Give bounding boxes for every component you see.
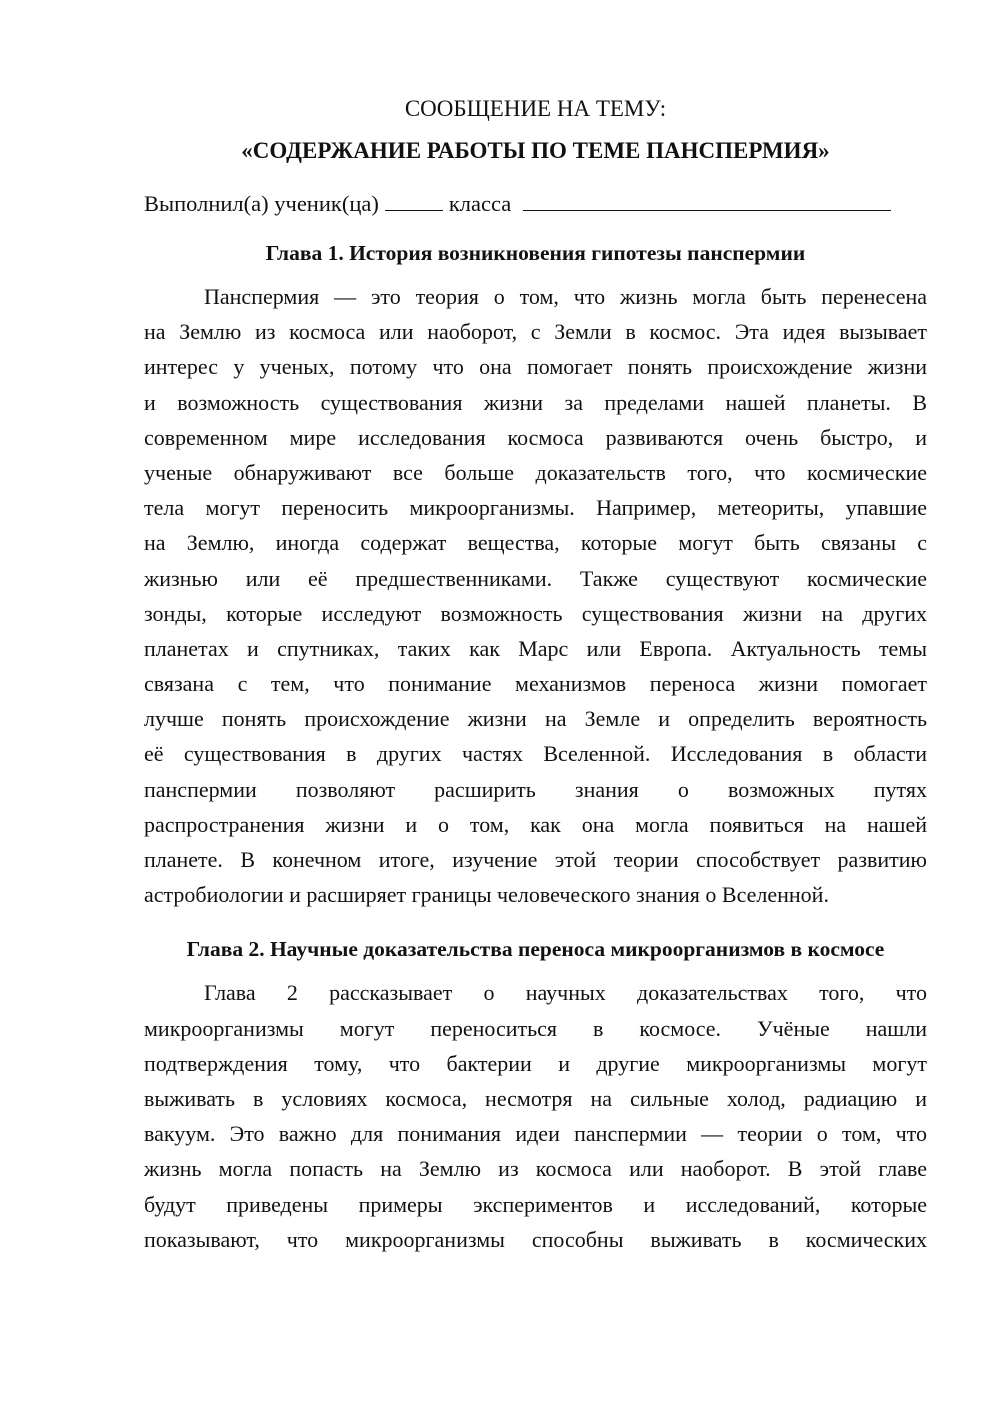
text-line: вакуум. Это важно для понимания идеи панспермии — теории о том, что	[144, 1121, 927, 1147]
chapter-2-heading: Глава 2. Научные доказательства переноса микроорганизмов в космосе	[186, 937, 885, 962]
text-line: на Землю из космоса или наоборот, с Земли в космос. Эта идея вызывает	[144, 319, 927, 345]
text-line: зонды, которые исследуют возможность существования жизни на других	[144, 600, 927, 626]
text-line: планете. В конечном итоге, изучение этой теории способствует развитию	[144, 847, 927, 872]
text-line: микроорганизмы могут переноситься в космосе. Учёные нашли	[144, 1015, 927, 1041]
document-page	[144, 88, 927, 1257]
author-line	[144, 186, 927, 222]
text-line: интерес у ученых, потому что она помогает понять происхождение жизни	[144, 354, 927, 380]
text-line: Панспермия — это теория о том, что жизнь могла быть перенесена	[204, 284, 927, 309]
header-top: СООБЩЕНИЕ НА ТЕМУ:	[404, 96, 667, 121]
name-blank-field[interactable]	[523, 190, 891, 211]
author-class-label: класса	[448, 191, 512, 216]
text-line: на Землю, иногда содержат вещества, которые могут быть связаны с	[144, 530, 927, 556]
text-line: современном мире исследования космоса развиваются очень быстро, и	[144, 424, 927, 450]
document-title: «СОДЕРЖАНИЕ РАБОТЫ ПО ТЕМЕ ПАНСПЕРМИЯ»	[241, 138, 830, 163]
text-line: панспермии позволяют расширить знания о возможных путях	[144, 776, 927, 802]
text-line: тела могут переносить микроорганизмы. Например, метеориты, упавшие	[144, 495, 927, 521]
text-line: подтверждения тому, что бактерии и другие микроорганизмы могут	[144, 1050, 927, 1076]
chapter-2-paragraph	[144, 975, 927, 1257]
text-line: будут приведены примеры экспериментов и исследований, которые	[144, 1191, 927, 1217]
text-line: выживать в условиях космоса, несмотря на сильные холод, радиацию и	[144, 1085, 927, 1111]
text-line: жизнь могла попасть на Землю из космоса или наоборот. В этой главе	[144, 1156, 927, 1182]
grade-blank-field[interactable]	[385, 190, 443, 211]
text-line: Глава 2 рассказывает о научных доказательствах того, что	[204, 980, 927, 1006]
chapter-1-paragraph	[144, 279, 927, 912]
text-line: распространения жизни и о том, как она могла появиться на нашей	[144, 811, 927, 837]
text-line: и возможность существования жизни за пределами нашей планеты. В	[144, 389, 927, 415]
text-line: астробиологии и расширяет границы человеческого знания о Вселенной.	[144, 882, 829, 908]
text-line: показывают, что микроорганизмы способны выживать в космических	[144, 1226, 927, 1252]
author-prefix: Выполнил(а) ученик(ца)	[144, 191, 379, 216]
chapter-1-heading: Глава 1. История возникновения гипотезы панспермии	[265, 241, 806, 265]
text-line: ученые обнаруживают все больше доказательств того, что космические	[144, 459, 927, 485]
text-line: планетах и спутниках, таких как Марс или Европа. Актуальность темы	[144, 635, 927, 661]
text-line: лучше понять происхождение жизни на Земле и определить вероятность	[144, 706, 927, 732]
text-line: связана с тем, что понимание механизмов переноса жизни помогает	[144, 671, 927, 697]
text-line: жизнью или её предшественниками. Также существуют космические	[144, 565, 927, 591]
text-line: её существования в других частях Вселенной. Исследования в области	[144, 741, 927, 767]
